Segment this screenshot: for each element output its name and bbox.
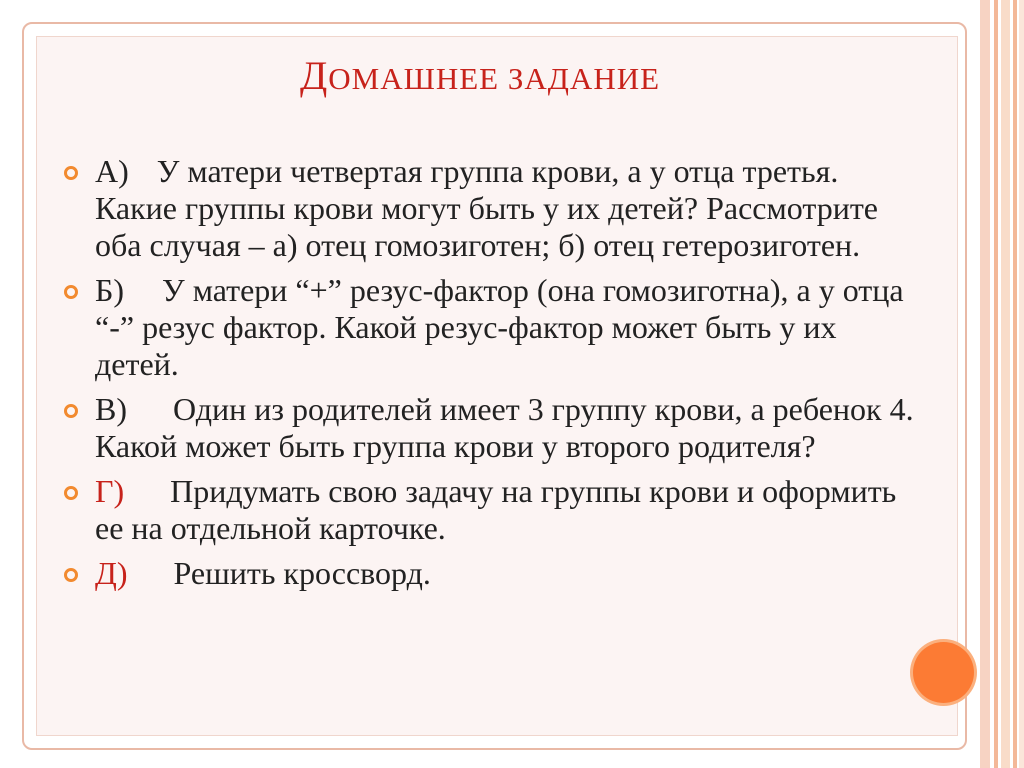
circle-bullet-icon xyxy=(64,166,78,180)
title-initial: Д xyxy=(299,53,329,98)
slide-title xyxy=(0,52,960,99)
list-item xyxy=(64,555,914,592)
list-item xyxy=(64,153,914,264)
title-rest: ОМАШНЕЕ ЗАДАНИЕ xyxy=(328,61,661,96)
list-item xyxy=(64,473,914,547)
decor-stripe xyxy=(1001,0,1010,768)
item-letter: Б) xyxy=(95,272,125,308)
decor-stripe xyxy=(980,0,990,768)
item-text: У матери “+” резус-фактор (она гомозиготна), а у отца “-” резус фактор. Какой резус-фактор может быть у их детей. xyxy=(95,272,904,382)
item-letter: А) xyxy=(95,153,129,189)
item-letter: В) xyxy=(95,391,127,427)
decor-stripe xyxy=(994,0,998,768)
item-text: Придумать свою задачу на группы крови и оформить ее на отдельной карточке. xyxy=(95,473,897,546)
circle-bullet-icon xyxy=(64,568,78,582)
item-text: Один из родителей имеет 3 группу крови, а ребенок 4. Какой может быть группа крови у второго родителя? xyxy=(95,391,914,464)
task-list xyxy=(64,153,914,600)
item-text: У матери четвертая группа крови, а у отца третья. Какие группы крови могут быть у их детей? Рассмотрите оба случая – а) отец гомозиготен; б) отец гетерозиготен. xyxy=(95,153,878,263)
decor-stripe xyxy=(1013,0,1017,768)
circle-bullet-icon xyxy=(64,285,78,299)
circle-bullet-icon xyxy=(64,404,78,418)
circle-bullet-icon xyxy=(64,486,78,500)
item-text: Решить кроссворд. xyxy=(173,555,431,591)
decor-stripe xyxy=(1019,0,1024,768)
orange-circle-icon xyxy=(913,642,974,703)
list-item xyxy=(64,272,914,383)
item-letter: Д) xyxy=(95,555,128,591)
list-item xyxy=(64,391,914,465)
item-letter: Г) xyxy=(95,473,125,509)
